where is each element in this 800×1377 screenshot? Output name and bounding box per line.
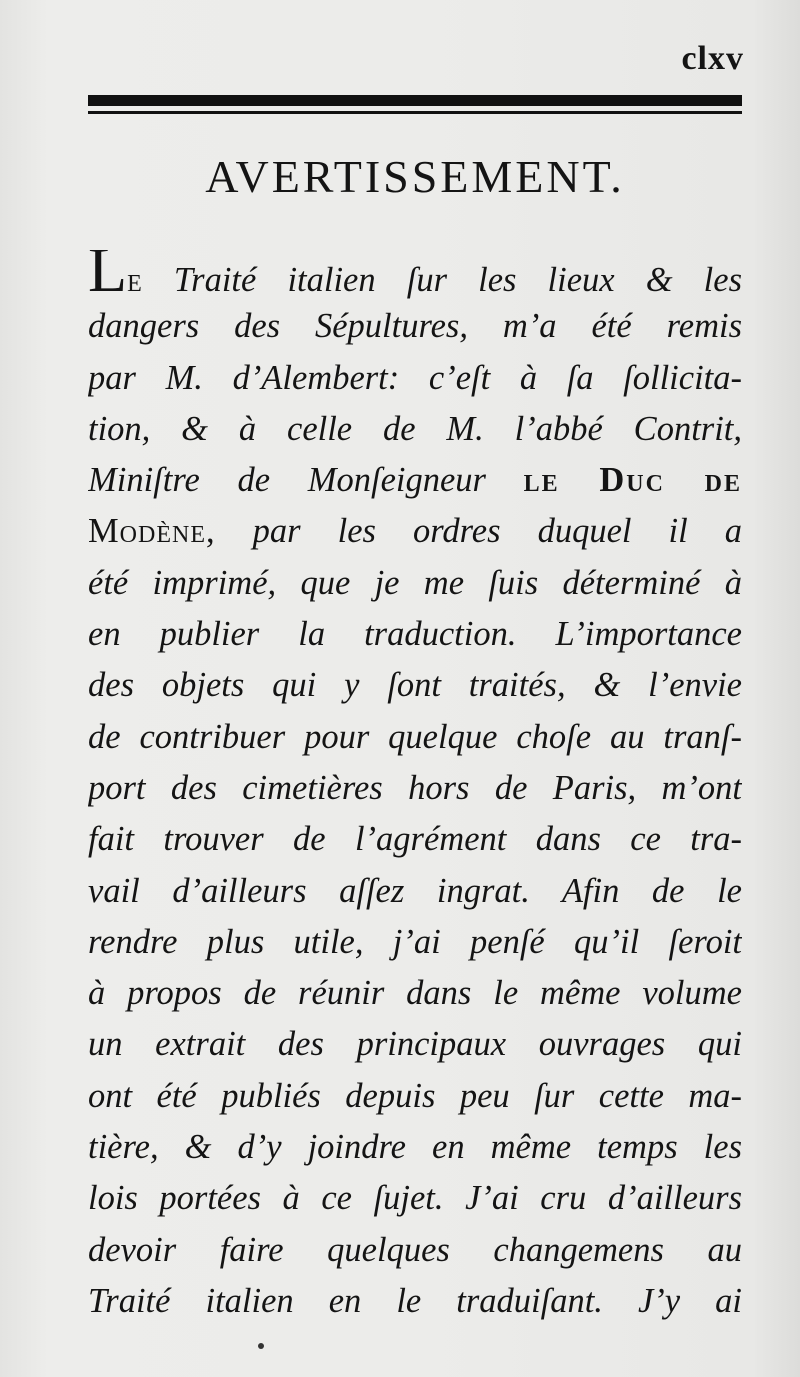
line-text: Miniſtre de Monſeigneur: [88, 461, 486, 500]
header-rule-thick: [88, 95, 742, 106]
section-heading: AVERTISSEMENT.: [205, 151, 625, 202]
text-line-19: lois portées à ce ſujet. J’ai cru d’ailleurs: [88, 1179, 742, 1218]
line-text: par les ordres duquel il a: [252, 512, 742, 551]
text-line-15: à propos de réunir dans le même volume: [88, 974, 742, 1013]
text-line-17: ont été publiés depuis peu ſur cette ma-: [88, 1076, 742, 1115]
body-text: [88, 250, 742, 1327]
text-line-9: des objets qui y ſont traités, & l’envie: [88, 666, 742, 705]
ink-speck: [258, 1343, 264, 1349]
line-text: Traité italien ſur les lieux & les: [173, 261, 742, 299]
drop-cap: L: [88, 250, 128, 302]
text-line-10: de contribuer pour quelque choſe au tranſ-: [88, 717, 742, 756]
duke-name: le Duc de: [523, 461, 742, 500]
text-line-13: vail d’ailleurs aſſez ingrat. Afin de le: [88, 871, 742, 910]
text-line-1: [88, 250, 742, 301]
text-line-8: en publier la traduction. L’importance: [88, 615, 742, 654]
text-line-12: fait trouver de l’agrément dans ce tra-: [88, 820, 742, 859]
text-line-6: [88, 506, 742, 557]
text-line-7: été imprimé, que je me ſuis déterminé à: [88, 563, 742, 602]
text-line-4: tion, & à celle de M. l’abbé Contrit,: [88, 409, 742, 448]
header-rule-thin: [88, 111, 742, 114]
text-line-11: port des cimetières hors de Paris, m’ont: [88, 768, 742, 807]
text-line-5: [88, 455, 742, 506]
duke-name-continued: Modène,: [88, 512, 216, 551]
text-line-21: Traité italien en le traduiſant. J’y ai: [88, 1281, 742, 1320]
text-line-20: devoir faire quelques changemens au: [88, 1230, 742, 1269]
text-line-14: rendre plus utile, j’ai penſé qu’il ſeroit: [88, 922, 742, 961]
text-line-16: un extrait des principaux ouvrages qui: [88, 1025, 742, 1064]
page-number: clxv: [681, 40, 744, 77]
text-line-3: par M. d’Alembert: c’eſt à ſa ſollicita-: [88, 358, 742, 397]
text-line-18: tière, & d’y joindre en même temps les: [88, 1128, 742, 1167]
drop-cap-rest: e: [127, 261, 143, 299]
text-line-2: dangers des Sépultures, m’a été remis: [88, 307, 742, 346]
